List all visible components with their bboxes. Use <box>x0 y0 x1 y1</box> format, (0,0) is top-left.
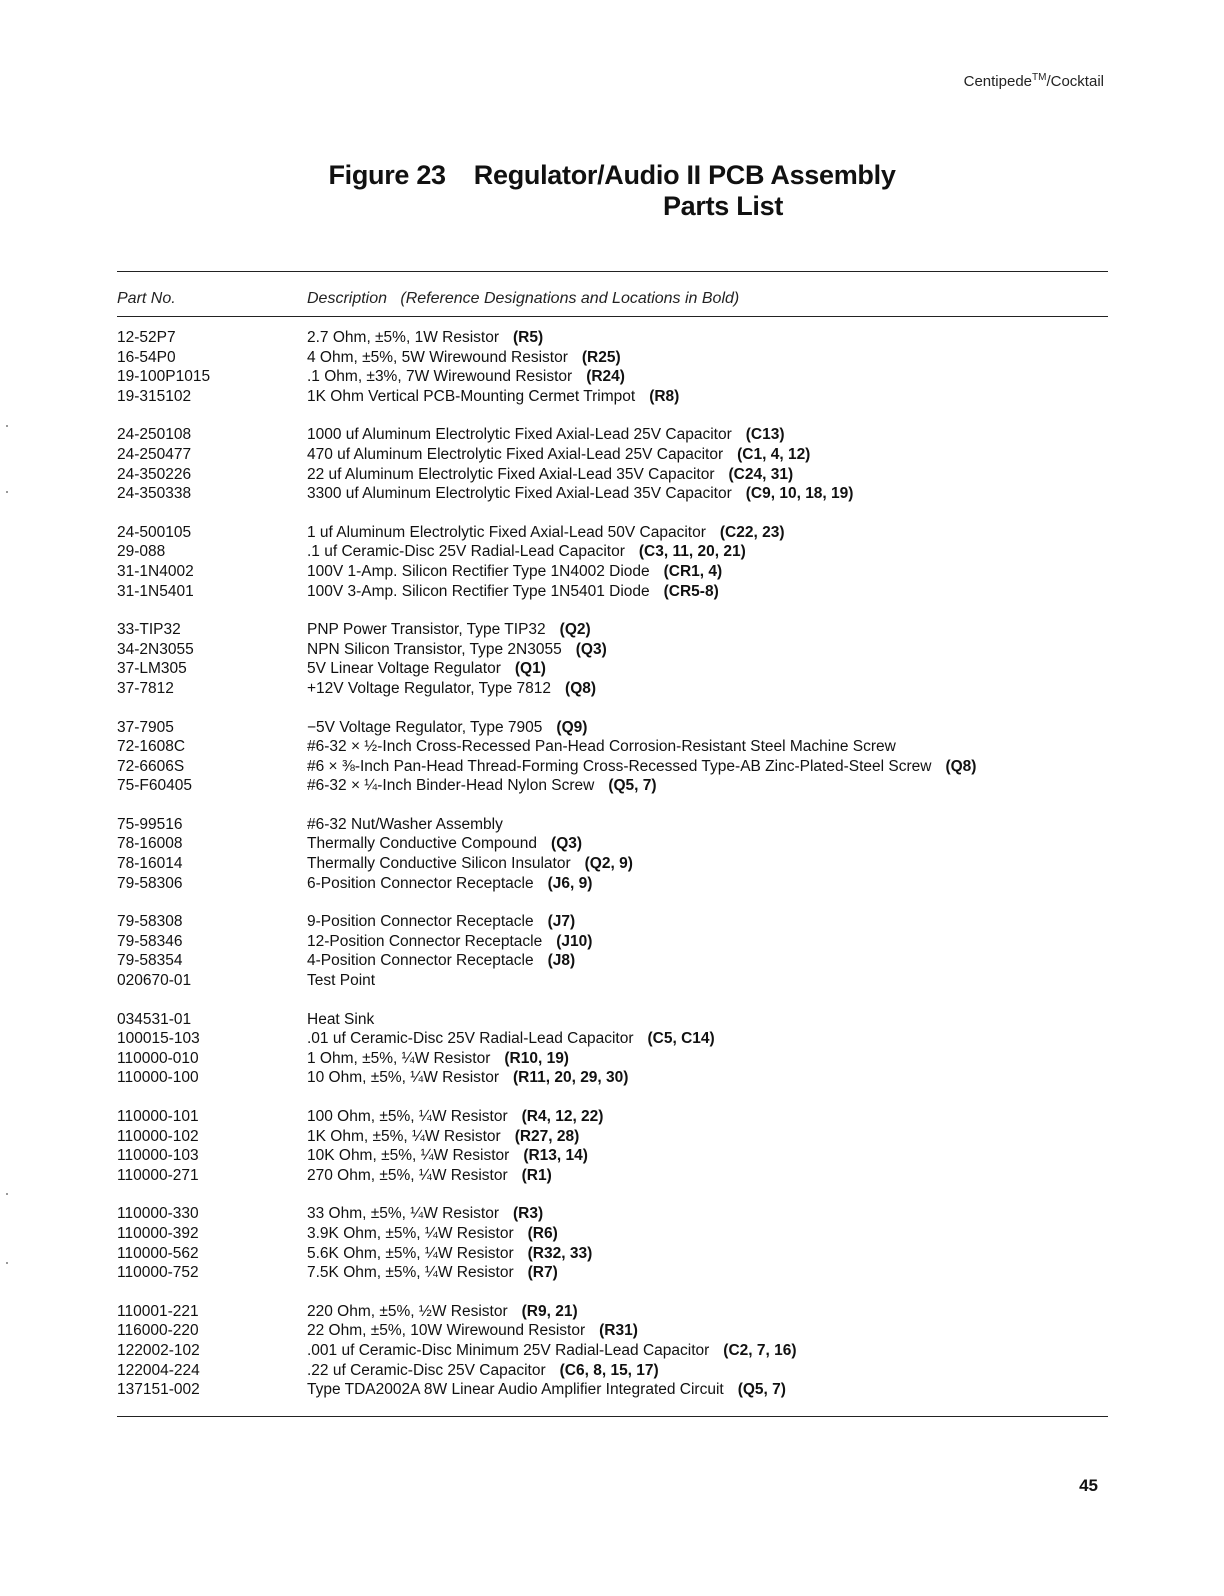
reference-designation: (C3, 11, 20, 21) <box>638 543 746 561</box>
part-number: 24-250477 <box>117 445 192 463</box>
part-number: 79-58346 <box>117 932 183 950</box>
reference-designation: (R25) <box>581 348 621 366</box>
parts-group <box>117 1107 1108 1185</box>
part-description: 4 Ohm, ±5%, 5W Wirewound Resistor <box>307 348 568 366</box>
part-description: 1000 uf Aluminum Electrolytic Fixed Axial-Lead 25V Capacitor <box>307 426 732 444</box>
part-description: PNP Power Transistor, Type TIP32 <box>307 621 546 639</box>
part-description-cell <box>307 815 503 835</box>
reference-designation: (Q8) <box>565 679 597 697</box>
part-description: 1 uf Aluminum Electrolytic Fixed Axial-Lead 50V Capacitor <box>307 523 706 541</box>
parts-row <box>117 1204 1108 1224</box>
parts-row <box>117 951 1108 971</box>
part-description: NPN Silicon Transistor, Type 2N3055 <box>307 640 562 658</box>
part-description-cell <box>307 912 575 932</box>
part-number: 79-58308 <box>117 913 183 931</box>
reference-designation: (CR5-8) <box>663 582 719 600</box>
parts-row <box>117 1361 1108 1381</box>
part-number: 29-088 <box>117 543 166 561</box>
reference-designation: (C5, C14) <box>647 1030 715 1048</box>
part-number: 79-58306 <box>117 874 183 892</box>
reference-designation: (CR1, 4) <box>663 562 723 580</box>
reference-designation: (Q5, 7) <box>608 777 657 795</box>
part-number: 110000-102 <box>117 1127 199 1145</box>
parts-row <box>117 387 1108 407</box>
part-description-cell <box>307 1341 797 1361</box>
part-number: 110001-221 <box>117 1302 199 1320</box>
parts-row <box>117 484 1108 504</box>
parts-row <box>117 1049 1108 1069</box>
parts-row <box>117 971 1108 991</box>
parts-row <box>117 912 1108 932</box>
part-description: 22 Ohm, ±5%, 10W Wirewound Resistor <box>307 1322 586 1340</box>
reference-designation: (R3) <box>512 1205 544 1223</box>
parts-list <box>117 328 1108 1419</box>
part-description-cell <box>307 1380 786 1400</box>
reference-designation: (Q1) <box>514 660 546 678</box>
part-description: 470 uf Aluminum Electrolytic Fixed Axial-Lead 25V Capacitor <box>307 445 724 463</box>
parts-row <box>117 679 1108 699</box>
header-rule <box>117 316 1108 317</box>
reference-designation: (R11, 20, 29, 30) <box>512 1069 629 1087</box>
part-description-cell <box>307 737 896 757</box>
reference-designation: (C24, 31) <box>728 465 794 483</box>
part-description: .1 uf Ceramic-Disc 25V Radial-Lead Capacitor <box>307 543 625 561</box>
header-trademark: TM <box>1032 72 1047 83</box>
parts-row <box>117 1321 1108 1341</box>
part-description: 10 Ohm, ±5%, ¼W Resistor <box>307 1069 499 1087</box>
parts-row <box>117 367 1108 387</box>
scan-mark <box>6 1193 8 1195</box>
parts-row <box>117 348 1108 368</box>
part-description: 2.7 Ohm, ±5%, 1W Resistor <box>307 329 499 346</box>
part-description-cell <box>307 425 785 445</box>
reference-designation: (R27, 28) <box>514 1127 580 1145</box>
part-description: #6-32 × ¼-Inch Binder-Head Nylon Screw <box>307 777 595 795</box>
part-number: 24-500105 <box>117 523 192 541</box>
reference-designation: (Q2) <box>559 621 591 639</box>
reference-designation: (R5) <box>512 329 544 346</box>
parts-group <box>117 1010 1108 1088</box>
part-description: 12-Position Connector Receptacle <box>307 932 543 950</box>
part-number: 19-100P1015 <box>117 368 211 386</box>
part-description-cell <box>307 1127 579 1147</box>
description-header: Description (Reference Designations and Locations in Bold) <box>307 290 740 307</box>
part-description: .001 uf Ceramic-Disc Minimum 25V Radial-Lead Capacitor <box>307 1341 710 1359</box>
header-suffix: /Cocktail <box>1046 73 1104 90</box>
part-description-cell <box>307 1244 592 1264</box>
parts-row <box>117 562 1108 582</box>
part-description: #6-32 Nut/Washer Assembly <box>307 815 503 833</box>
reference-designation: (R9, 21) <box>521 1302 578 1320</box>
part-description: #6-32 × ½-Inch Cross-Recessed Pan-Head Corrosion-Resistant Steel Machine Screw <box>307 738 896 756</box>
part-description: Thermally Conductive Compound <box>307 835 538 853</box>
part-description-cell <box>307 445 810 465</box>
part-description: 270 Ohm, ±5%, ¼W Resistor <box>307 1166 508 1184</box>
parts-row <box>117 328 1108 348</box>
part-number: 19-315102 <box>117 387 192 405</box>
parts-row <box>117 1224 1108 1244</box>
parts-row <box>117 1302 1108 1322</box>
part-description: 3300 uf Aluminum Electrolytic Fixed Axial-Lead 35V Capacitor <box>307 485 732 503</box>
part-description-cell <box>307 834 582 854</box>
part-number: 72-1608C <box>117 738 186 756</box>
part-description: −5V Voltage Regulator, Type 7905 <box>307 718 543 736</box>
part-number: 034531-01 <box>117 1010 192 1028</box>
part-number: 78-16014 <box>117 855 183 873</box>
part-description-cell <box>307 1049 569 1069</box>
part-description: 100V 1-Amp. Silicon Rectifier Type 1N4002 Diode <box>307 562 650 580</box>
part-number: 16-54P0 <box>117 348 176 366</box>
part-description: 4-Position Connector Receptacle <box>307 952 534 970</box>
reference-designation: (C1, 4, 12) <box>737 445 811 463</box>
part-description: #6 × ⅜-Inch Pan-Head Thread-Forming Cross-Recessed Type-AB Zinc-Plated-Steel Screw <box>307 757 932 775</box>
reference-designation: (Q3) <box>575 640 607 658</box>
parts-group <box>117 1302 1108 1400</box>
parts-row <box>117 737 1108 757</box>
reference-designation: (R4, 12, 22) <box>521 1108 604 1125</box>
part-number: 79-58354 <box>117 952 183 970</box>
parts-row <box>117 425 1108 445</box>
parts-row <box>117 465 1108 485</box>
part-description: .1 Ohm, ±3%, 7W Wirewound Resistor <box>307 368 573 386</box>
part-description-cell <box>307 367 625 387</box>
part-number: 110000-752 <box>117 1264 199 1282</box>
part-description: 9-Position Connector Receptacle <box>307 913 534 931</box>
scan-mark <box>6 1262 8 1264</box>
part-description-cell <box>307 1204 543 1224</box>
parts-row <box>117 445 1108 465</box>
parts-row <box>117 776 1108 796</box>
parts-group <box>117 718 1108 796</box>
part-number: 72-6606S <box>117 757 185 775</box>
part-number: 110000-100 <box>117 1069 199 1087</box>
scan-mark <box>6 491 8 493</box>
part-number: 24-350338 <box>117 485 192 503</box>
part-description-cell <box>307 874 592 894</box>
part-description: 1 Ohm, ±5%, ¼W Resistor <box>307 1049 491 1067</box>
part-description: .22 uf Ceramic-Disc 25V Capacitor <box>307 1361 546 1379</box>
page-number: 45 <box>1079 1476 1098 1495</box>
figure-number: Figure 23 <box>328 160 446 190</box>
reference-designation: (R8) <box>649 387 680 405</box>
parts-row <box>117 1263 1108 1283</box>
reference-designation: (R13, 14) <box>523 1147 588 1165</box>
part-description-cell <box>307 1107 603 1127</box>
part-number: 020670-01 <box>117 972 192 990</box>
part-description: 3.9K Ohm, ±5%, ¼W Resistor <box>307 1224 514 1242</box>
part-number: 33-TIP32 <box>117 621 181 639</box>
reference-designation: (J6, 9) <box>547 874 593 892</box>
reference-designation: (J10) <box>556 932 593 950</box>
title-line-1: Regulator/Audio II PCB Assembly <box>473 160 896 190</box>
part-description-cell <box>307 1068 628 1088</box>
part-description: .01 uf Ceramic-Disc 25V Radial-Lead Capacitor <box>307 1030 634 1048</box>
parts-row <box>117 874 1108 894</box>
parts-group <box>117 815 1108 893</box>
parts-group <box>117 328 1108 406</box>
part-description: Heat Sink <box>307 1010 375 1028</box>
part-number: 24-350226 <box>117 465 192 483</box>
parts-group <box>117 620 1108 698</box>
parts-group <box>117 425 1108 503</box>
part-description: 10K Ohm, ±5%, ¼W Resistor <box>307 1147 510 1165</box>
part-description-cell <box>307 1146 588 1166</box>
part-description: 5.6K Ohm, ±5%, ¼W Resistor <box>307 1244 514 1262</box>
part-description-cell <box>307 971 375 991</box>
part-description-cell <box>307 854 633 874</box>
parts-row <box>117 523 1108 543</box>
reference-designation: (R1) <box>521 1166 552 1184</box>
parts-row <box>117 1010 1108 1030</box>
parts-group <box>117 523 1108 601</box>
part-description-cell <box>307 1361 659 1381</box>
part-description: 6-Position Connector Receptacle <box>307 874 534 892</box>
page-title <box>0 160 1224 222</box>
reference-designation: (Q8) <box>945 757 977 775</box>
part-number: 116000-220 <box>117 1322 199 1340</box>
parts-group <box>117 1204 1108 1282</box>
part-description-cell <box>307 679 596 699</box>
parts-row <box>117 1166 1108 1186</box>
scan-mark <box>6 425 8 427</box>
part-number: 75-F60405 <box>117 777 192 795</box>
reference-designation: (J8) <box>547 952 576 970</box>
part-number: 12-52P7 <box>117 329 176 346</box>
part-description-cell <box>307 562 722 582</box>
part-description: 33 Ohm, ±5%, ¼W Resistor <box>307 1205 499 1223</box>
running-header <box>964 72 1104 90</box>
part-description: 5V Linear Voltage Regulator <box>307 660 501 678</box>
reference-designation: (R31) <box>599 1322 638 1340</box>
reference-designation: (C6, 8, 15, 17) <box>559 1361 659 1379</box>
part-description-cell <box>307 776 657 796</box>
reference-designation: (C13) <box>745 426 785 444</box>
part-number: 122002-102 <box>117 1341 200 1359</box>
parts-row <box>117 932 1108 952</box>
bottom-rule <box>117 1416 1108 1417</box>
reference-designation: (C2, 7, 16) <box>723 1341 797 1359</box>
part-number: 110000-271 <box>117 1166 199 1184</box>
parts-row <box>117 1380 1108 1400</box>
part-description-cell <box>307 1010 374 1030</box>
part-number: 75-99516 <box>117 815 183 833</box>
parts-row <box>117 620 1108 640</box>
parts-row <box>117 815 1108 835</box>
part-description-cell <box>307 542 746 562</box>
part-description-cell <box>307 465 793 485</box>
reference-designation: (Q3) <box>551 835 583 853</box>
part-description: Type TDA2002A 8W Linear Audio Amplifier Integrated Circuit <box>307 1381 724 1399</box>
part-description-cell <box>307 659 546 679</box>
reference-designation: (R24) <box>586 368 625 386</box>
part-number: 100015-103 <box>117 1030 200 1048</box>
part-description: +12V Voltage Regulator, Type 7812 <box>307 679 552 697</box>
part-description: 7.5K Ohm, ±5%, ¼W Resistor <box>307 1264 514 1282</box>
parts-row <box>117 1068 1108 1088</box>
parts-row <box>117 718 1108 738</box>
part-description-cell <box>307 1263 558 1283</box>
part-description: Thermally Conductive Silicon Insulator <box>307 855 571 873</box>
reference-designation: (R6) <box>527 1224 558 1242</box>
parts-row <box>117 1107 1108 1127</box>
part-number: 137151-002 <box>117 1381 200 1399</box>
parts-row <box>117 834 1108 854</box>
part-number: 110000-010 <box>117 1049 199 1067</box>
part-number: 110000-562 <box>117 1244 199 1262</box>
part-description-cell <box>307 932 592 952</box>
parts-row <box>117 854 1108 874</box>
part-description-cell <box>307 387 679 407</box>
parts-row <box>117 1341 1108 1361</box>
reference-designation: (R7) <box>527 1264 558 1282</box>
part-number: 24-250108 <box>117 426 192 444</box>
part-number: 34-2N3055 <box>117 640 194 658</box>
part-description-cell <box>307 523 785 543</box>
top-rule <box>117 271 1108 272</box>
part-description: 22 uf Aluminum Electrolytic Fixed Axial-Lead 35V Capacitor <box>307 465 715 483</box>
part-description: 1K Ohm, ±5%, ¼W Resistor <box>307 1127 501 1145</box>
reference-designation: (Q5, 7) <box>737 1381 786 1399</box>
part-description: 1K Ohm Vertical PCB-Mounting Cermet Trimpot <box>307 387 636 405</box>
header-product: Centipede <box>963 73 1033 90</box>
part-number: 31-1N4002 <box>117 562 194 580</box>
reference-designation: (Q2, 9) <box>584 855 633 873</box>
reference-designation: (R10, 19) <box>504 1049 569 1067</box>
part-description-cell <box>307 1302 578 1322</box>
part-number: 78-16008 <box>117 835 183 853</box>
title-line-2: Parts List <box>662 191 784 221</box>
part-description: 220 Ohm, ±5%, ½W Resistor <box>307 1302 508 1320</box>
part-number: 110000-101 <box>117 1108 199 1125</box>
part-description-cell <box>307 1029 715 1049</box>
parts-row <box>117 1029 1108 1049</box>
part-number: 110000-330 <box>117 1205 199 1223</box>
part-description: Test Point <box>307 972 376 990</box>
parts-group <box>117 912 1108 990</box>
parts-row <box>117 757 1108 777</box>
part-number: 110000-103 <box>117 1147 199 1165</box>
part-number: 37-7812 <box>117 679 174 697</box>
part-description-cell <box>307 1321 638 1341</box>
part-description-cell <box>307 484 853 504</box>
parts-row <box>117 582 1108 602</box>
reference-designation: (C9, 10, 18, 19) <box>745 485 854 503</box>
part-description-cell <box>307 328 543 348</box>
part-number: 122004-224 <box>117 1361 200 1379</box>
part-no-header: Part No. <box>117 290 176 307</box>
part-description-cell <box>307 951 575 971</box>
parts-row <box>117 542 1108 562</box>
parts-row <box>117 1127 1108 1147</box>
reference-designation: (J7) <box>547 913 576 931</box>
parts-row <box>117 640 1108 660</box>
part-description-cell <box>307 1166 552 1186</box>
reference-designation: (R32, 33) <box>527 1244 593 1262</box>
part-number: 31-1N5401 <box>117 582 194 600</box>
part-description-cell <box>307 1224 558 1244</box>
part-number: 37-LM305 <box>117 660 187 678</box>
reference-designation: (Q9) <box>556 718 588 736</box>
parts-row <box>117 1146 1108 1166</box>
part-description-cell <box>307 757 976 777</box>
part-description-cell <box>307 620 591 640</box>
reference-designation: (C22, 23) <box>719 523 785 541</box>
part-number: 37-7905 <box>117 718 174 736</box>
part-description: 100 Ohm, ±5%, ¼W Resistor <box>307 1108 508 1125</box>
parts-row <box>117 659 1108 679</box>
part-number: 110000-392 <box>117 1224 199 1242</box>
part-description-cell <box>307 582 719 602</box>
part-description-cell <box>307 640 607 660</box>
part-description-cell <box>307 348 621 368</box>
part-description: 100V 3-Amp. Silicon Rectifier Type 1N5401 Diode <box>307 582 650 600</box>
part-description-cell <box>307 718 587 738</box>
parts-row <box>117 1244 1108 1264</box>
